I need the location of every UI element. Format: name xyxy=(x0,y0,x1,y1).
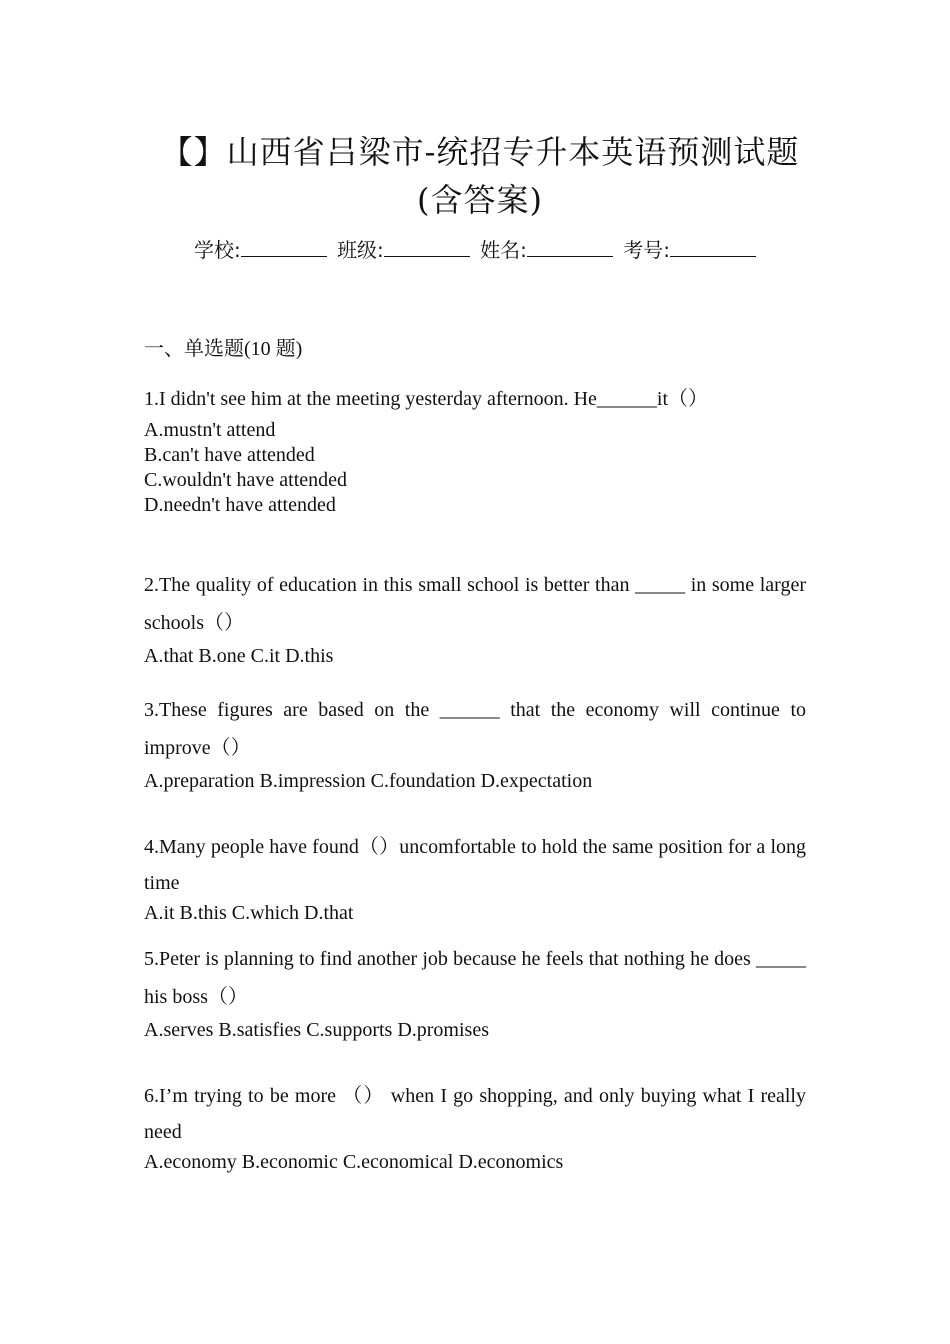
option-b: B.can't have attended xyxy=(144,444,315,466)
question-5 xyxy=(144,940,806,1044)
exam-number-blank xyxy=(670,238,756,257)
info-label: 学校: xyxy=(193,238,241,262)
options-line: A.that B.one C.it D.this xyxy=(144,645,334,667)
question-stem: 1.I didn't see him at the meeting yesterday afternoon. He______it（） xyxy=(144,388,709,410)
info-name xyxy=(480,236,613,264)
name-blank xyxy=(527,238,613,257)
option-d: D.needn't have attended xyxy=(144,494,336,516)
question-stem: 5.Peter is planning to find another job because he feels that nothing he does _____ his boss（） xyxy=(144,948,806,1008)
document-title: 【】山西省吕梁市-统招专升本英语预测试题(含答案) xyxy=(160,133,800,219)
question-4 xyxy=(144,829,806,926)
info-label: 姓名: xyxy=(480,238,527,262)
options-line: A.preparation B.impression C.foundation D.expectation xyxy=(144,770,593,792)
options-line: A.serves B.satisfies C.supports D.promises xyxy=(144,1019,489,1041)
question-stem: 2.The quality of education in this small school is better than _____ in some larger schools（） xyxy=(144,574,806,634)
options-line: A.economy B.economic C.economical D.economics xyxy=(144,1151,564,1173)
question-stem: 4.Many people have found（）uncomfortable to hold the same position for a long time xyxy=(144,836,806,894)
info-label: 班级: xyxy=(337,238,384,262)
class-blank xyxy=(384,238,470,257)
info-school xyxy=(194,236,327,264)
section-title: 一、单选题(10 题) xyxy=(144,338,303,360)
question-1 xyxy=(144,380,806,518)
question-stem: 3.These figures are based on the ______ that the economy will continue to improve（） xyxy=(144,699,806,759)
question-6 xyxy=(144,1078,806,1175)
question-2 xyxy=(144,566,806,670)
options-line: A.it B.this C.which D.that xyxy=(144,902,354,924)
info-label: 考号: xyxy=(623,238,671,262)
option-c: C.wouldn't have attended xyxy=(144,469,347,491)
question-stem: 6.I’m trying to be more （） when I go shopping, and only buying what I really need xyxy=(144,1085,806,1143)
school-blank xyxy=(241,238,327,257)
student-info-line xyxy=(0,236,950,264)
option-a: A.mustn't attend xyxy=(144,419,276,441)
question-3 xyxy=(144,691,806,795)
info-exam-number xyxy=(623,236,756,264)
info-class xyxy=(337,236,470,264)
